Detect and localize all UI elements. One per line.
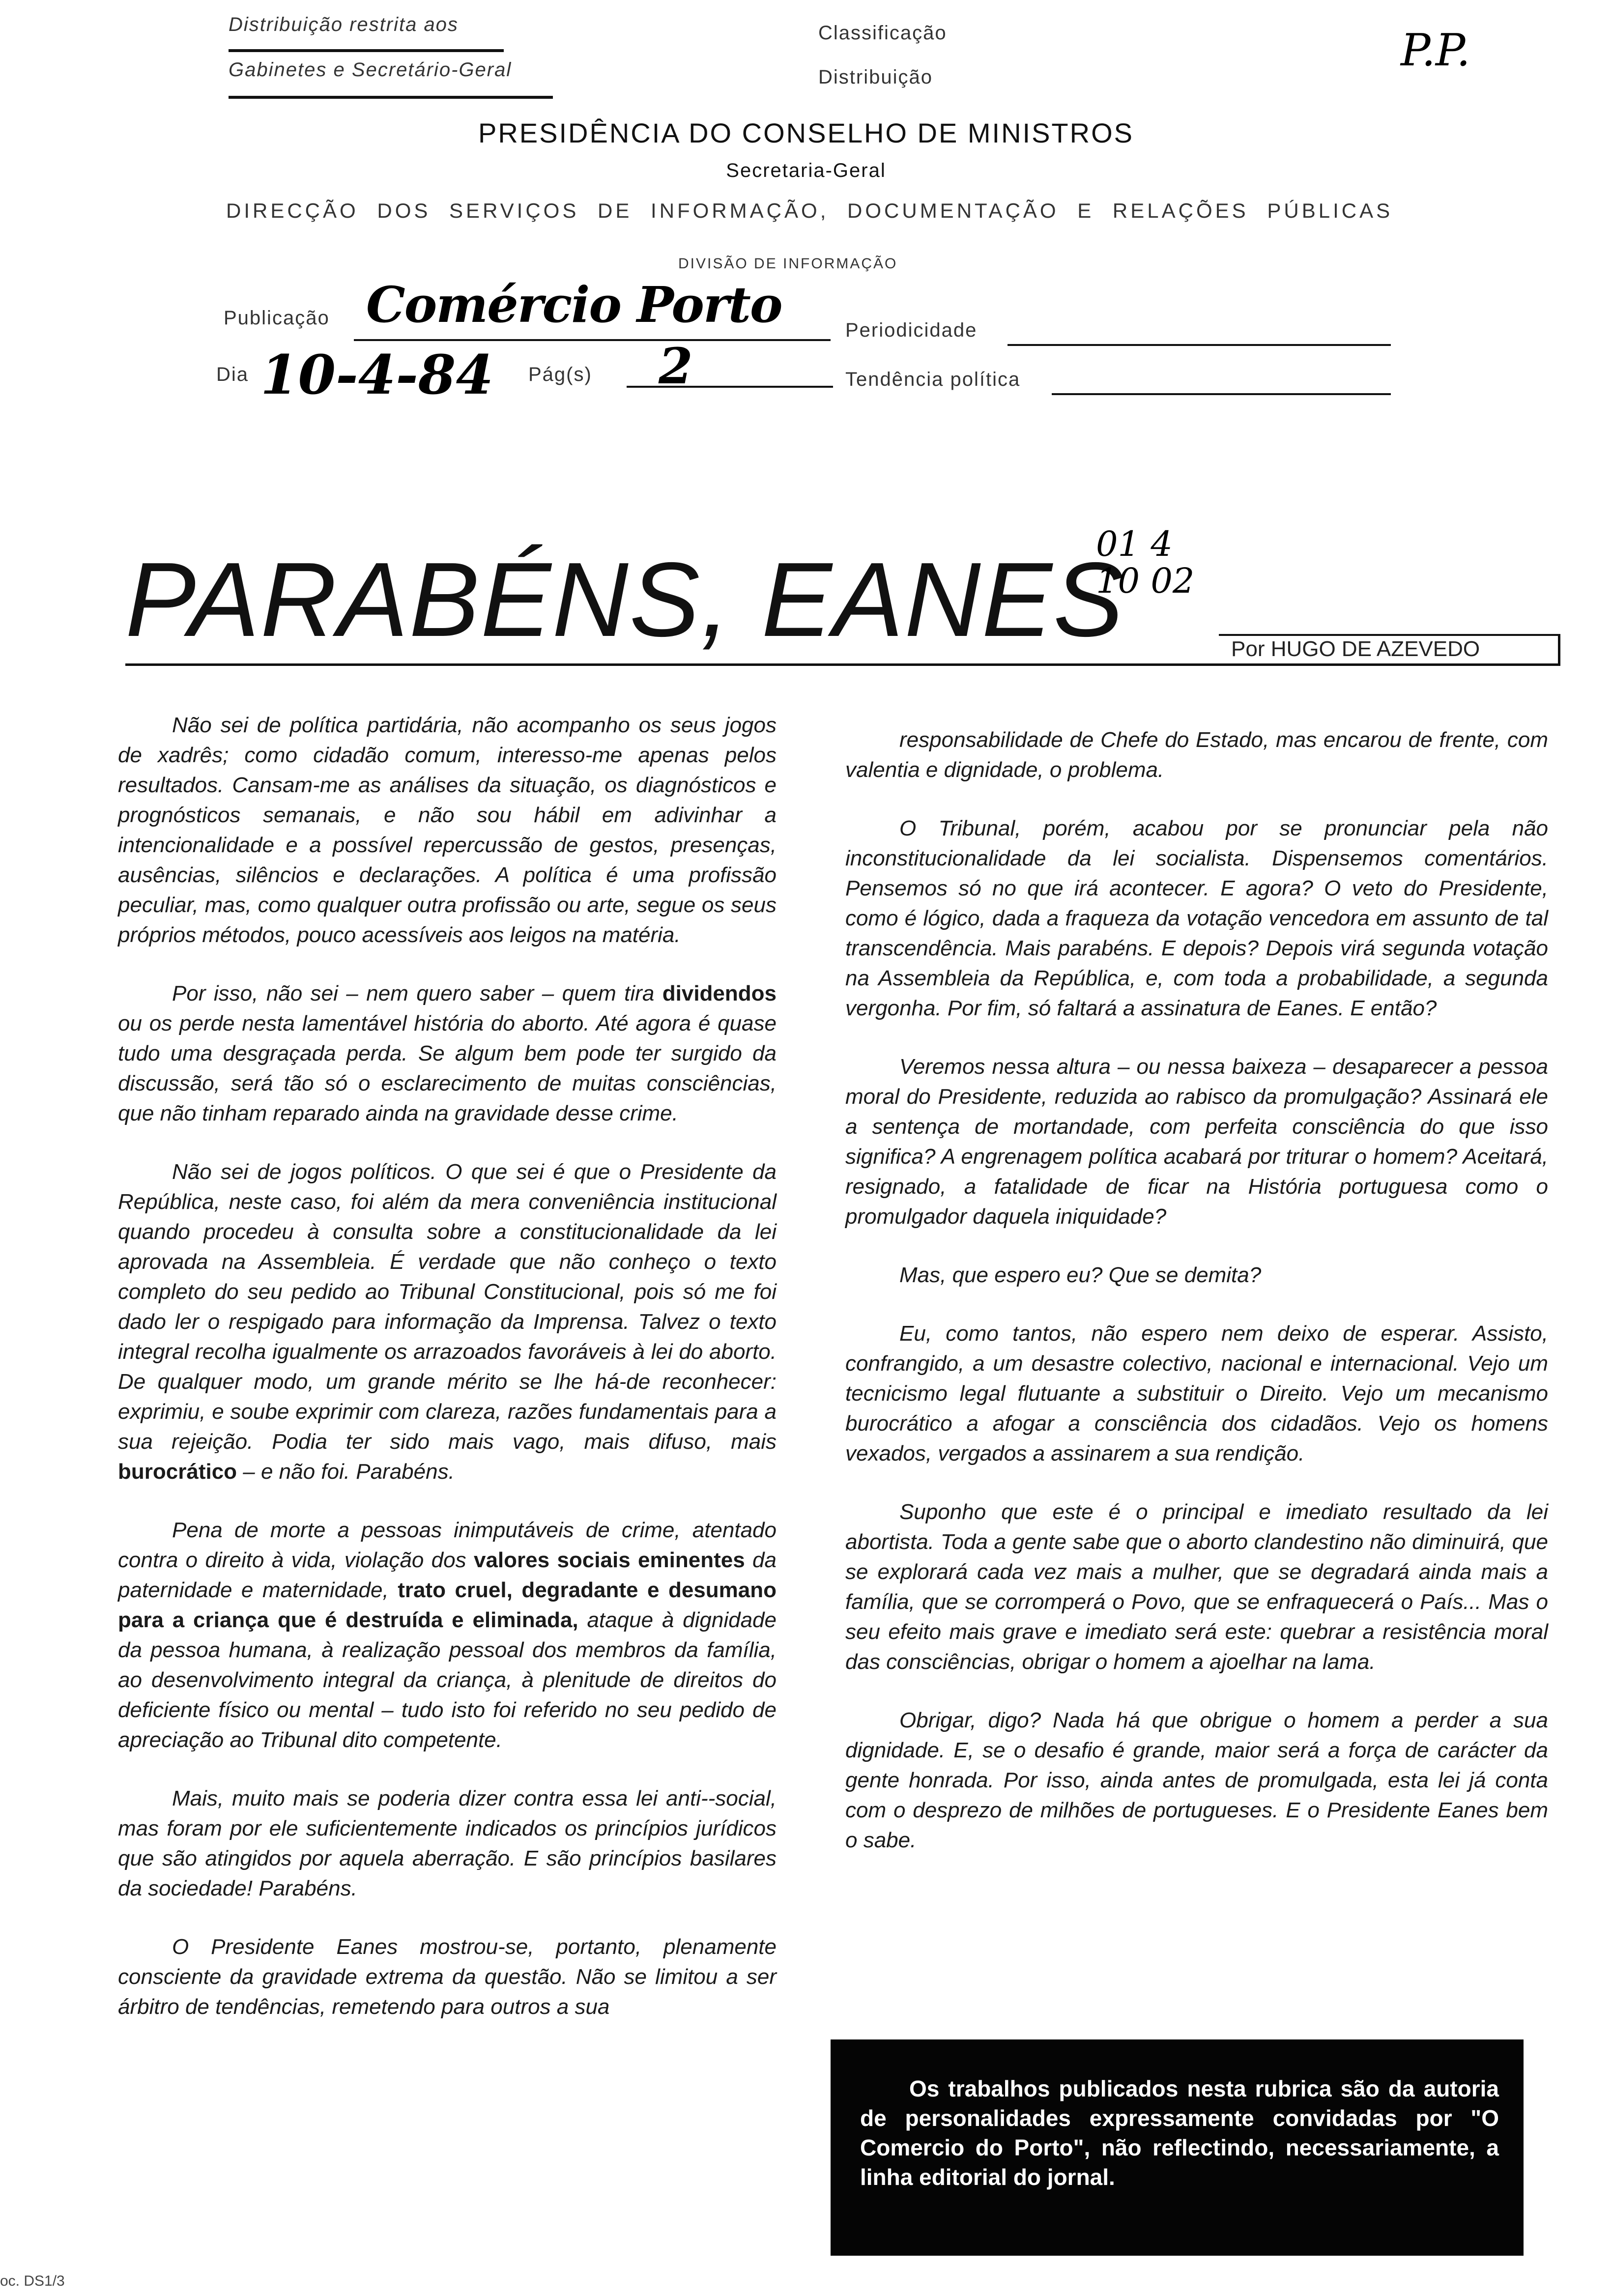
article-paragraph — [118, 1515, 777, 1755]
article-paragraph — [118, 710, 777, 950]
text-run: Suponho que este é o principal e imediato resultado da lei abortista. Toda a gente sabe que o aborto clandestino não diminuirá, que se explorará cada vez mais a mulher, que se degradará ainda mais a família, que se corromperá o Povo, que se enfraquecerá o País... Mas o seu efeito mais grave e imediato será este: quebrar a resistência moral das consciências, obrigar o homem a ajoelhar na lama. — [845, 1500, 1548, 1674]
distribution-label: Distribuição — [818, 66, 933, 88]
secretariat-heading: Secretaria-Geral — [726, 160, 886, 181]
handwritten-note: 01 4 10 02 — [1096, 524, 1195, 601]
text-run: Veremos nessa altura – ou nessa baixeza – desaparecer a pessoa moral do Presidente, reduzida ao rabisco da promulgação? Assinará ele a sentença de mortandade, com perfeita consciência do que isso significa? A engrenagem política acabará por triturar o homem? Aceitará, resignado, a fatalidade de ficar na História portuguesa como o promulgador daquela iniquidade? — [845, 1055, 1548, 1229]
division-heading: DIVISÃO DE INFORMAÇÃO — [678, 256, 898, 272]
article-paragraph — [118, 978, 777, 1128]
article-paragraph — [845, 813, 1548, 1023]
text-run: Eu, como tantos, não espero nem deixo de esperar. Assisto, confrangido, a um desastre colectivo, nacional e internacional. Vejo um tecnicismo legal flutuante a substituir o Direito. Vejo um mecanismo burocrático a afogar a consciência dos cidadãos. Vejo os homens vexados, vergados a assinarem a sua rendição. — [845, 1321, 1548, 1465]
text-run: Mas, que espero eu? Que se demita? — [899, 1263, 1262, 1287]
article-left-column — [118, 710, 777, 2050]
disclaimer-box — [831, 2039, 1524, 2256]
emphasis-text: valores sociais eminentes — [473, 1548, 745, 1572]
pages-field-line — [627, 386, 833, 388]
text-run: Por isso, não sei – nem quero saber – quem tira — [172, 981, 662, 1005]
day-value: 10-4-84 — [260, 343, 493, 406]
article-title: PARABÉNS, EANES — [125, 540, 1125, 659]
article-paragraph — [845, 1052, 1548, 1232]
text-run: O Tribunal, porém, acabou por se pronunciar pela não inconstitucionalidade da lei socialista. Dispensemos comentários. Pensemos só no que irá acontecer. E agora? O veto do Presidente, como é lógico, dada a fraqueza da votação vencedora em assunto de tal transcendência. Mais parabéns. E depois? Depois virá segunda votação na Assembleia da República, e, com toda a probabilidade, a segunda vergonha. Por fim, só faltará a assinatura de Eanes. E então? — [845, 816, 1548, 1020]
emphasis-text: burocrático — [118, 1460, 237, 1484]
directorate-heading: DIRECÇÃO DOS SERVIÇOS DE INFORMAÇÃO, DOCUMENTAÇÃO E RELAÇÕES PÚBLICAS — [226, 199, 1393, 222]
text-run: da paternidade e maternidade, — [118, 1548, 777, 1602]
article-paragraph — [845, 725, 1548, 785]
article-paragraph — [118, 1157, 777, 1487]
presidency-heading: PRESIDÊNCIA DO CONSELHO DE MINISTROS — [478, 117, 1134, 148]
corner-handwritten-mark: P.P. — [1401, 25, 1470, 76]
emphasis-text: trato cruel, degradante e desumano para a criança que é destruída e eliminada, — [118, 1578, 777, 1632]
political-tendency-field-line — [1052, 393, 1391, 395]
text-run: Pena de morte a pessoas inimputáveis de crime, atentado contra o direito à vida, violação dos — [118, 1518, 777, 1572]
periodicity-field-line — [1008, 344, 1391, 346]
pages-label: Pág(s) — [528, 364, 592, 385]
text-run: Obrigar, digo? Nada há que obrigue o homem a perder a sua dignidade. E, se o desafio é grande, maior será a força de carácter da gente honrada. Por isso, ainda antes de promulgada, esta lei já conta com o desprezo de milhões de portugueses. E o Presidente Eanes bem o sabe. — [845, 1708, 1548, 1852]
political-tendency-label: Tendência política — [845, 369, 1021, 390]
document-code: oc. DS1/3 — [0, 2273, 65, 2289]
periodicity-label: Periodicidade — [845, 319, 978, 341]
distribution-recipients-label: Gabinetes e Secretário-Geral — [229, 59, 512, 81]
text-run: ou os perde nesta lamentável história do aborto. Até agora é quase tudo uma desgraçada perda. Se algum bem pode ter surgido da discussão, será tão só o esclarecimento de muitas consciências, que não tinham reparado ainda na gravidade desse crime. — [118, 1011, 777, 1125]
day-label: Dia — [216, 364, 249, 385]
article-paragraph — [845, 1705, 1548, 1855]
article-paragraph — [845, 1260, 1548, 1290]
article-paragraph — [118, 1783, 777, 1903]
divider — [229, 49, 504, 52]
disclaimer-text: Os trabalhos publicados nesta rubrica são da autoria de personalidades expressamente convidadas por "O Comercio do Porto", não reflectindo, necessariamente, a linha editorial do jornal. — [860, 2076, 1499, 2190]
text-run: Não sei de política partidária, não acompanho os seus jogos de xadrês; como cidadão comum, interesso-me apenas pelos resultados. Cansam-me as análises da situação, os diagnósticos e prognósticos semanais, e não sou hábil em adivinhar a intencionalidade e a possível repercussão de gestos, presenças, ausências, silêncios e declarações. A política é uma profissão peculiar, mas, como qualquer outra profissão ou arte, segue os seus próprios métodos, pouco acessíveis aos leigos na matéria. — [118, 713, 777, 947]
publication-value: Comércio Porto — [366, 276, 782, 334]
publication-label: Publicação — [224, 307, 330, 329]
publication-field-line — [354, 339, 831, 341]
article-right-column — [845, 725, 1548, 1884]
byline: Por HUGO DE AZEVEDO — [1231, 637, 1480, 661]
divider — [229, 96, 553, 99]
article-paragraph — [118, 1932, 777, 2022]
article-paragraph — [845, 1319, 1548, 1468]
emphasis-text: dividendos — [662, 981, 777, 1005]
pages-value: 2 — [659, 337, 693, 395]
text-run: responsabilidade de Chefe do Estado, mas encarou de frente, com valentia e dignidade, o problema. — [845, 728, 1548, 782]
text-run: Não sei de jogos políticos. O que sei é que o Presidente da República, neste caso, foi além da mera conveniência institucional quando procedeu à consulta sobre a constitucionalidade da lei aprovada na Assembleia. É verdade que não conheço o texto completo do seu pedido ao Tribunal Constitucional, pois só me foi dado ler o respigado para informação da Imprensa. Talvez o texto integral recolha igualmente os arrazoados favoráveis à lei do aborto. De qualquer modo, um grande mérito se lhe há-de reconhecer: exprimiu, e soube exprimir com clareza, razões fundamentais para a sua rejeição. Podia ter sido mais vago, mais difuso, mais — [118, 1160, 777, 1454]
classification-label: Classificação — [818, 22, 947, 44]
article-paragraph — [845, 1497, 1548, 1677]
text-run: O Presidente Eanes mostrou-se, portanto, plenamente consciente da gravidade extrema da questão. Não se limitou a ser árbitro de tendências, remetendo para outros a sua — [118, 1935, 777, 2019]
text-run: – e não foi. Parabéns. — [237, 1460, 455, 1484]
text-run: Mais, muito mais se poderia dizer contra essa lei anti--social, mas foram por ele suficientemente indicados os princípios jurídicos que são atingidos por aquela aberração. E são princípios basilares da sociedade! Parabéns. — [118, 1786, 777, 1900]
distribution-restricted-label: Distribuição restrita aos — [229, 14, 459, 35]
text-run: ataque à dignidade da pessoa humana, à realização pessoal dos membros da família, ao desenvolvimento integral da criança, à plenitude de direitos do deficiente físico ou mental – tudo isto foi referido no seu pedido de apreciação ao Tribunal dito competente. — [118, 1608, 777, 1752]
